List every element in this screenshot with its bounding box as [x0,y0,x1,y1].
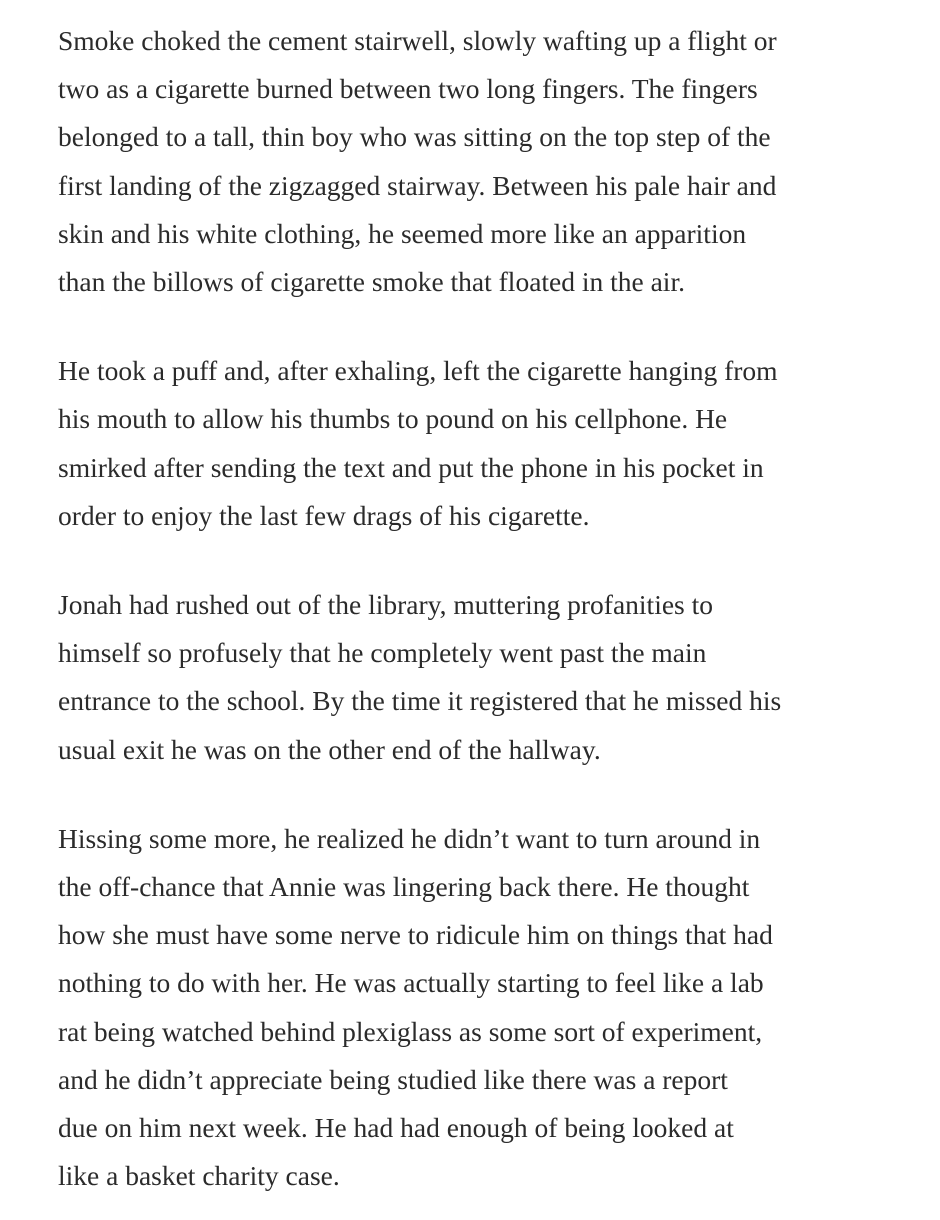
text-line: Hissing some more, he realized he didn’t want to turn around in [58,822,761,854]
text-line: than the billows of cigarette smoke that floated in the air. [58,266,685,298]
text-line: usual exit he was on the other end of the hallway. [58,733,601,765]
paragraph-3 [58,581,888,774]
text-line: He took a puff and, after exhaling, left the cigarette hanging from [58,355,778,387]
text-line: how she must have some nerve to ridicule him on things that had [58,919,773,951]
text-line: entrance to the school. By the time it registered that he missed his [58,685,782,717]
paragraph-2 [58,347,888,540]
text-line: order to enjoy the last few drags of his cigarette. [58,499,590,531]
text-line: due on him next week. He had had enough of being looked at [58,1112,734,1144]
text-line: Jonah had rushed out of the library, muttering profanities to [58,589,714,621]
story-text [58,17,888,1200]
text-line: and he didn’t appreciate being studied like there was a report [58,1063,728,1095]
text-line: the off-chance that Annie was lingering back there. He thought [58,871,750,903]
text-line: belonged to a tall, thin boy who was sitting on the top step of the [58,121,771,153]
paragraph-4 [58,815,888,1201]
text-line: himself so profusely that he completely went past the main [58,637,707,669]
text-line: two as a cigarette burned between two long fingers. The fingers [58,73,758,105]
paragraph-1 [58,17,888,306]
text-line: first landing of the zigzagged stairway. Between his pale hair and [58,169,777,201]
text-line: nothing to do with her. He was actually starting to feel like a lab [58,967,764,999]
text-line: rat being watched behind plexiglass as some sort of experiment, [58,1015,763,1047]
text-line: like a basket charity case. [58,1160,340,1192]
text-line: skin and his white clothing, he seemed more like an apparition [58,217,747,249]
text-line: Smoke choked the cement stairwell, slowly wafting up a flight or [58,25,777,56]
text-line: his mouth to allow his thumbs to pound on his cellphone. He [58,403,728,435]
text-line: smirked after sending the text and put the phone in his pocket in [58,451,764,483]
